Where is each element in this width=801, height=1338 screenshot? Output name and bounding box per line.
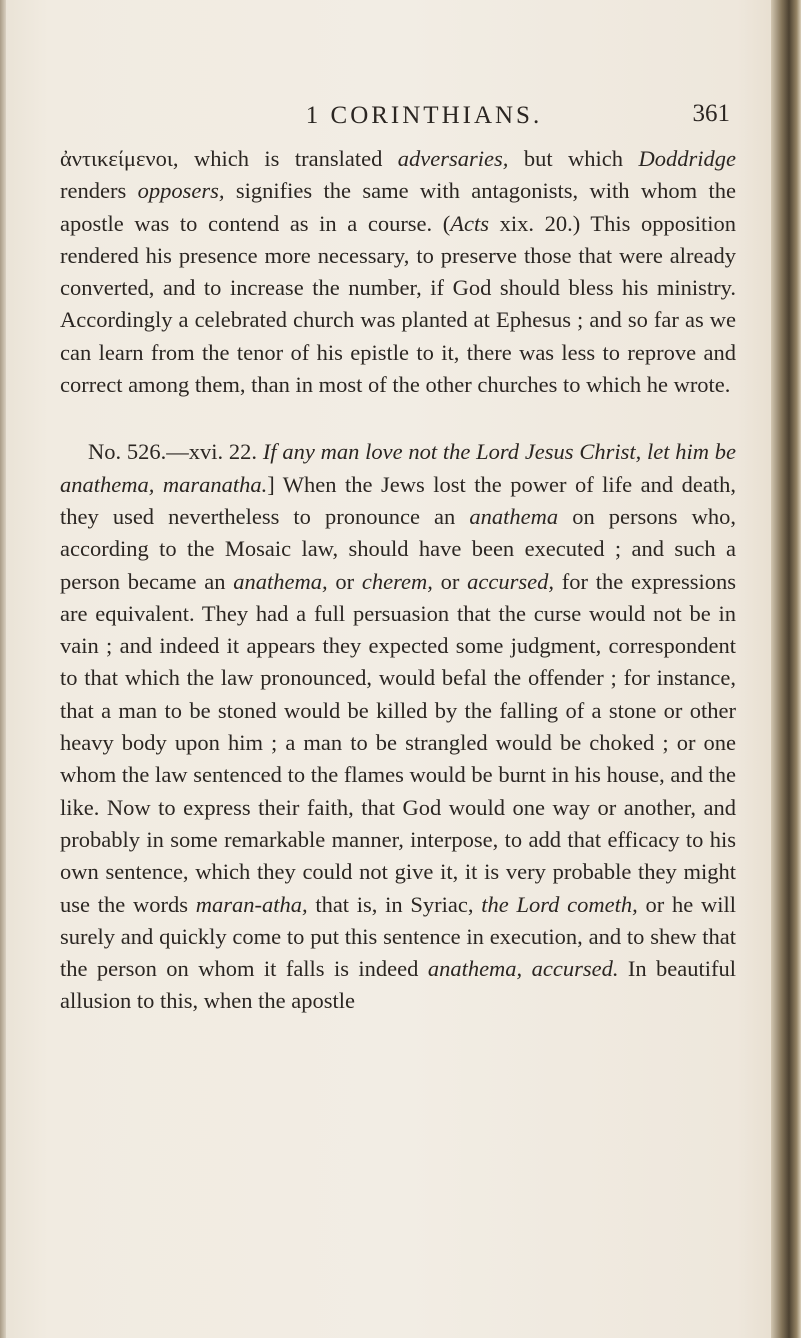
paragraph-2	[60, 436, 736, 1017]
p1-text-1: which is translated	[178, 146, 398, 171]
p2-text-3: on persons who, according to the Mosaic law, should have been executed ; and such a person became an	[60, 503, 737, 594]
p2-italic-anathema-2: anathema,	[233, 568, 328, 594]
p2-text-8: or he will surely and quickly come to put this sentence in execution, and to shew that the person on whom it falls is indeed	[60, 891, 736, 982]
page-body	[60, 143, 736, 1018]
p2-text-4: or	[327, 568, 362, 594]
paragraph-1	[60, 143, 736, 401]
p2-italic-anathema-1: anathema	[469, 503, 559, 529]
page-left-edge	[0, 0, 6, 1338]
p2-text-7: that is, in Syriac,	[307, 891, 482, 917]
page-header	[118, 100, 730, 140]
p1-text-3: renders	[60, 178, 138, 204]
p1-italic-adversaries: adversaries,	[397, 146, 509, 171]
p2-italic-accursed: accursed,	[467, 568, 554, 594]
p1-italic-doddridge: Doddridge	[638, 146, 736, 171]
p2-italic-lord-cometh: the Lord cometh,	[481, 891, 638, 917]
page-number: 361	[692, 100, 730, 127]
p1-text-2: but which	[508, 146, 639, 171]
p2-text-9: In beautiful allusion to this, when the apostle	[60, 956, 737, 1014]
running-title: 1 CORINTHIANS.	[305, 102, 543, 129]
p2-text-2: ] When the Jews lost the power of life and death, they used nevertheless to pronounce an	[60, 471, 736, 529]
p2-text-1: No. 526.—xvi. 22.	[88, 439, 263, 465]
p1-italic-opposers: opposers,	[137, 178, 225, 204]
p2-text-6: for the expressions are equivalent. They had a full persuasion that the curse would not be in vain ; and indeed it appears they expected some judgment, correspondent to that which the law pronounced, would befal the offender ; for instance, that a man to be stoned would be killed by the falling of a stone or other heavy body upon him ; a man to be strangled would be choked ; or one whom the law sentenced to the flames would be burnt in his house, and the like. Now to express their faith, that God would one way or another, and probably in some remarkable manner, interpose, to add that efficacy to his own sentence, which they could not give it, it is very probable they might use the words	[60, 568, 736, 917]
p2-italic-verse: If any man love not the Lord Jesus Christ, let him be anathema, maranatha.	[60, 439, 736, 497]
p2-italic-anathema-accursed: anathema, accursed.	[427, 956, 619, 982]
book-spine-shadow	[771, 0, 801, 1338]
p1-text-4: signifies the same with antagonists, with whom the apostle was to contend as in a course. (	[60, 178, 736, 236]
p2-italic-cherem: cherem,	[361, 568, 433, 594]
p2-text-5: or	[432, 568, 468, 594]
p1-text-5: xix. 20.) This opposition rendered his presence more necessary, to preserve those that were already converted, and to increase the number, if God should bless his ministry. Accordingly a celebrated church was planted at Ephesus ; and so far as we can learn from the tenor of his epistle to it, there was less to reprove and correct among them, than in most of the other churches to which he wrote.	[60, 210, 736, 398]
p1-italic-acts: Acts	[450, 210, 490, 236]
greek-word: ἀντικείμενοι,	[60, 146, 179, 171]
p2-italic-maran-atha: maran-atha,	[195, 891, 308, 917]
